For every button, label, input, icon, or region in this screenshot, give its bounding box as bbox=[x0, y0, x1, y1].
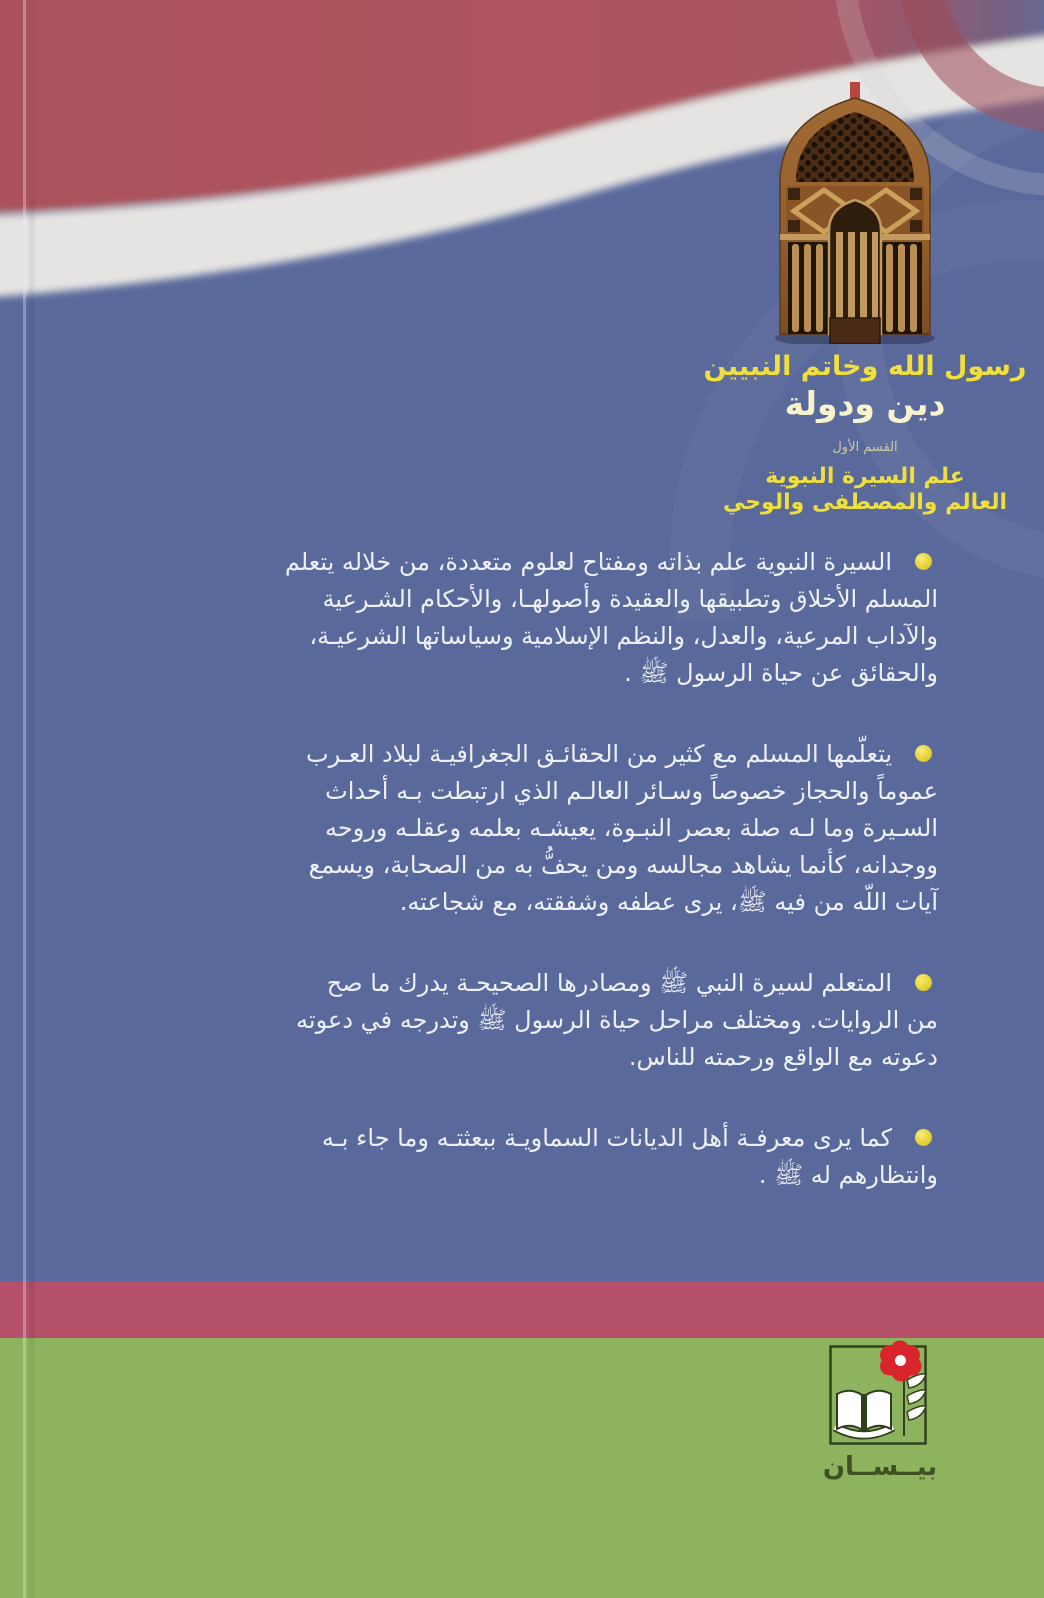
niche-bar bbox=[860, 232, 867, 332]
publisher-logo bbox=[828, 1344, 932, 1448]
title-block bbox=[690, 350, 1040, 516]
leaves-icon bbox=[907, 1374, 926, 1420]
body-line: كما يرى معرفـة أهل الديانات السماويـة ببعثتـه وما جاء بـه bbox=[321, 1124, 892, 1152]
slat bbox=[910, 244, 917, 332]
slat bbox=[804, 244, 811, 332]
niche-bar bbox=[872, 232, 878, 332]
body-line: المتعلم لسيرة النبي ﷺ ومصادرها الصحيحـة يدرك ما صح bbox=[326, 969, 892, 997]
slat bbox=[792, 244, 799, 332]
mihrab-ornament-image bbox=[772, 82, 938, 344]
body-line: والآداب المرعية، والعدل، والنظم الإسلامية وسياساتها الشرعيـة، bbox=[309, 622, 938, 650]
body-line: السيرة النبوية علم بذاته ومفتاح لعلوم متعددة، من خلاله يتعلم bbox=[284, 548, 892, 576]
slat bbox=[898, 244, 905, 332]
section-title: علم السيرة النبوية bbox=[765, 464, 965, 489]
body-line: المسلم الأخلاق وتطبيقها والعقيدة وأصولهـا، والأحكام الشـرعية bbox=[322, 585, 938, 613]
body-line: من الروايات. ومختلف مراحل حياة الرسول ﷺ وتدرجه في دعوته bbox=[296, 1006, 938, 1034]
section-subtitle: العالم والمصطفى والوحي bbox=[722, 490, 1008, 515]
body-line: ووجدانه، كأنما يشاهد مجالسه ومن يحفُّ به من الصحابة، ويسمع bbox=[308, 851, 938, 879]
paragraph bbox=[140, 736, 938, 921]
part-label: القسم الأول bbox=[832, 440, 898, 455]
paragraph bbox=[140, 965, 938, 1076]
body-line: دعوته مع الواقع ورحمته للناس. bbox=[628, 1043, 938, 1071]
band-corner bbox=[910, 188, 922, 200]
publisher-name: بيــســان bbox=[822, 1452, 938, 1482]
bullet-icon bbox=[915, 745, 932, 762]
band-corner bbox=[910, 220, 922, 232]
body-line: وانتظارهم له ﷺ . bbox=[758, 1161, 938, 1189]
open-book-icon bbox=[835, 1391, 893, 1435]
niche-bar bbox=[848, 232, 855, 332]
back-cover-text bbox=[140, 544, 938, 1238]
bullet-icon bbox=[915, 974, 932, 991]
book-subtitle: دين ودولة bbox=[784, 384, 946, 423]
bullet-icon bbox=[915, 553, 932, 570]
band-corner bbox=[788, 220, 800, 232]
niche-bar bbox=[836, 232, 843, 332]
body-line: السـيرة وما لـه صلة بعصر النبـوة، يعيشـه بعلمه وعقلـه وروحه bbox=[325, 814, 938, 842]
bottom-block bbox=[830, 318, 880, 344]
slat bbox=[886, 244, 893, 332]
slat bbox=[816, 244, 823, 332]
body-line: يتعلّمها المسلم مع كثير من الحقائـق الجغرافيـة لبلاد العـرب bbox=[305, 740, 892, 768]
band-corner bbox=[788, 188, 800, 200]
paragraph bbox=[140, 1120, 938, 1194]
body-line: عموماً والحجاز خصوصاً وسـائر العالـم الذي ارتبطت بـه أحداث bbox=[325, 777, 938, 805]
paragraph bbox=[140, 544, 938, 692]
bullet-icon bbox=[915, 1129, 932, 1146]
body-line: والحقائق عن حياة الرسول ﷺ . bbox=[624, 659, 938, 687]
series-title: رسول الله وخاتم النبيين bbox=[703, 351, 1027, 382]
body-line: آيات اللّه من فيه ﷺ، يرى عطفه وشفقته، مع شجاعته. bbox=[399, 888, 938, 916]
spine-crease bbox=[29, 0, 35, 1598]
spine-highlight bbox=[23, 0, 26, 1598]
bottom-red-band bbox=[0, 1281, 1044, 1338]
